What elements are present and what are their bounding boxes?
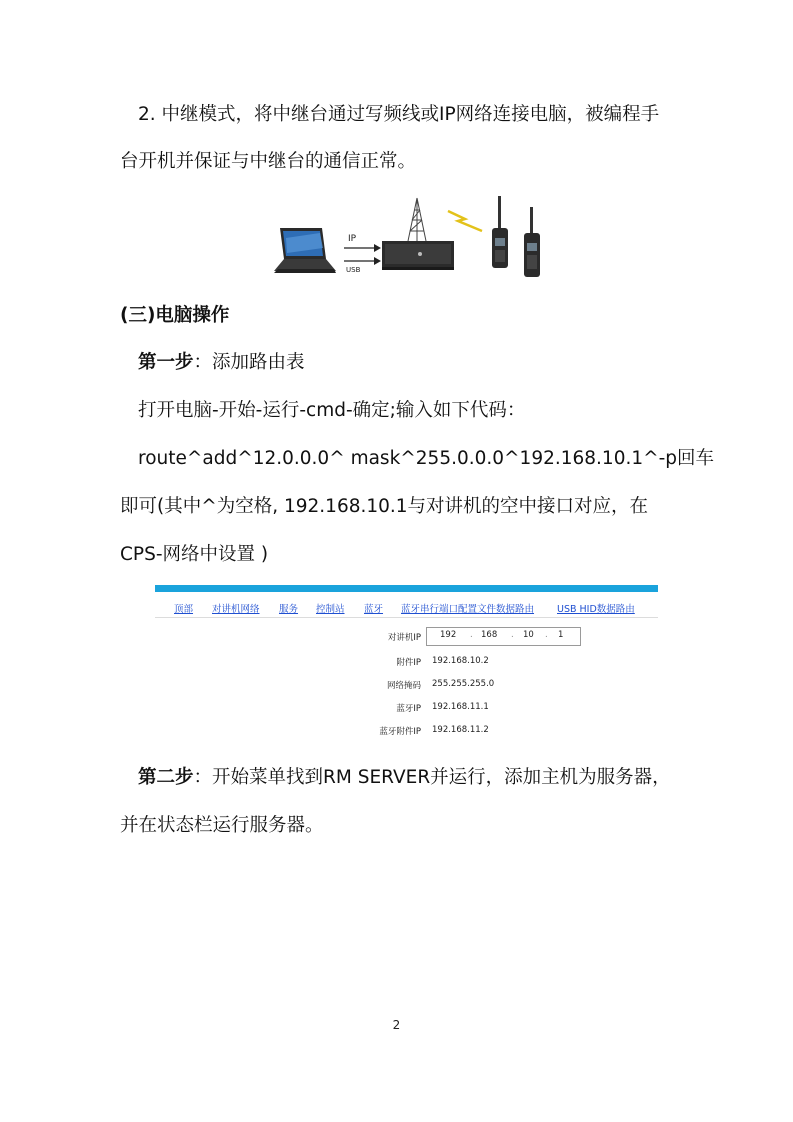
step2-label: 第二步 — [138, 767, 194, 788]
ip-octet: 1 — [558, 630, 564, 640]
usb-arrow-icon — [344, 257, 381, 265]
tab-services[interactable]: 服务 — [279, 604, 299, 615]
step1-instruction: 打开电脑-开始-运行-cmd-确定;输入如下代码： — [138, 400, 526, 421]
netmask-value: 255.255.255.0 — [432, 679, 495, 689]
step1-line — [138, 351, 698, 375]
step2-line2: 并在状态栏运行服务器。 — [120, 815, 324, 836]
section-heading: (三)电脑操作 — [120, 305, 230, 326]
radio-handset-icon — [524, 207, 540, 277]
ip-octet: 168 — [481, 630, 498, 640]
page-number: 2 — [392, 1018, 401, 1032]
ip-arrow-icon — [344, 244, 381, 252]
bluetooth-accessory-ip-label: 蓝牙附件IP — [379, 727, 421, 737]
bluetooth-ip-value: 192.168.11.1 — [432, 702, 489, 712]
step1-text: ：添加路由表 — [193, 352, 305, 373]
laptop-icon — [274, 228, 336, 273]
route-note-line: 即可(其中^为空格, 192.168.10.1与对讲机的空中接口对应，在 — [120, 496, 649, 517]
step2-text: ：开始菜单找到RM SERVER并运行，添加主机为服务器， — [193, 767, 671, 788]
tab-control-station[interactable]: 控制站 — [316, 604, 345, 615]
tab-bluetooth-serial-routing[interactable]: 蓝牙串行端口配置文件数据路由 — [401, 604, 535, 615]
accessory-ip-value: 192.168.10.2 — [432, 656, 489, 666]
panel-top-bar — [155, 585, 658, 592]
radio-handset-icon — [492, 196, 508, 268]
step1-label: 第一步 — [138, 352, 194, 373]
bluetooth-ip-label: 蓝牙IP — [396, 704, 421, 714]
netmask-label: 网络掩码 — [386, 681, 421, 691]
network-config-panel — [155, 585, 658, 745]
accessory-ip-label: 附件IP — [396, 658, 421, 668]
radio-ip-input[interactable]: 192 . 168 . 10 . 1 — [426, 627, 581, 646]
tab-usb-hid-routing[interactable]: USB HID数据路由 — [557, 604, 635, 615]
repeater-connection-diagram — [270, 193, 560, 285]
tab-bluetooth[interactable]: 蓝牙 — [364, 604, 384, 615]
ip-label: IP — [348, 234, 357, 244]
route-command-line: route^add^12.0.0.0^ mask^255.0.0.0^192.168.10.1^-p回车 — [138, 448, 715, 469]
usb-label: USB — [346, 266, 361, 274]
antenna-tower-icon — [408, 198, 426, 241]
bluetooth-accessory-ip-value: 192.168.11.2 — [432, 725, 489, 735]
ip-octet: 192 — [440, 630, 457, 640]
ip-octet: 10 — [523, 630, 534, 640]
panel-tab-bar — [155, 599, 658, 618]
radio-ip-label: 对讲机IP — [387, 633, 421, 643]
tab-top[interactable]: 顶部 — [174, 604, 194, 615]
paragraph-line: 2. 中继模式，将中继台通过写频线或IP网络连接电脑，被编程手 — [138, 104, 660, 125]
tab-radio-network[interactable]: 对讲机网络 — [212, 604, 260, 615]
step2-line — [138, 766, 698, 790]
repeater-icon — [382, 241, 454, 270]
paragraph-line: 台开机并保证与中继台的通信正常。 — [120, 151, 417, 172]
route-note-line: CPS-网络中设置 ) — [120, 544, 269, 565]
wireless-signal-icon — [448, 211, 482, 231]
